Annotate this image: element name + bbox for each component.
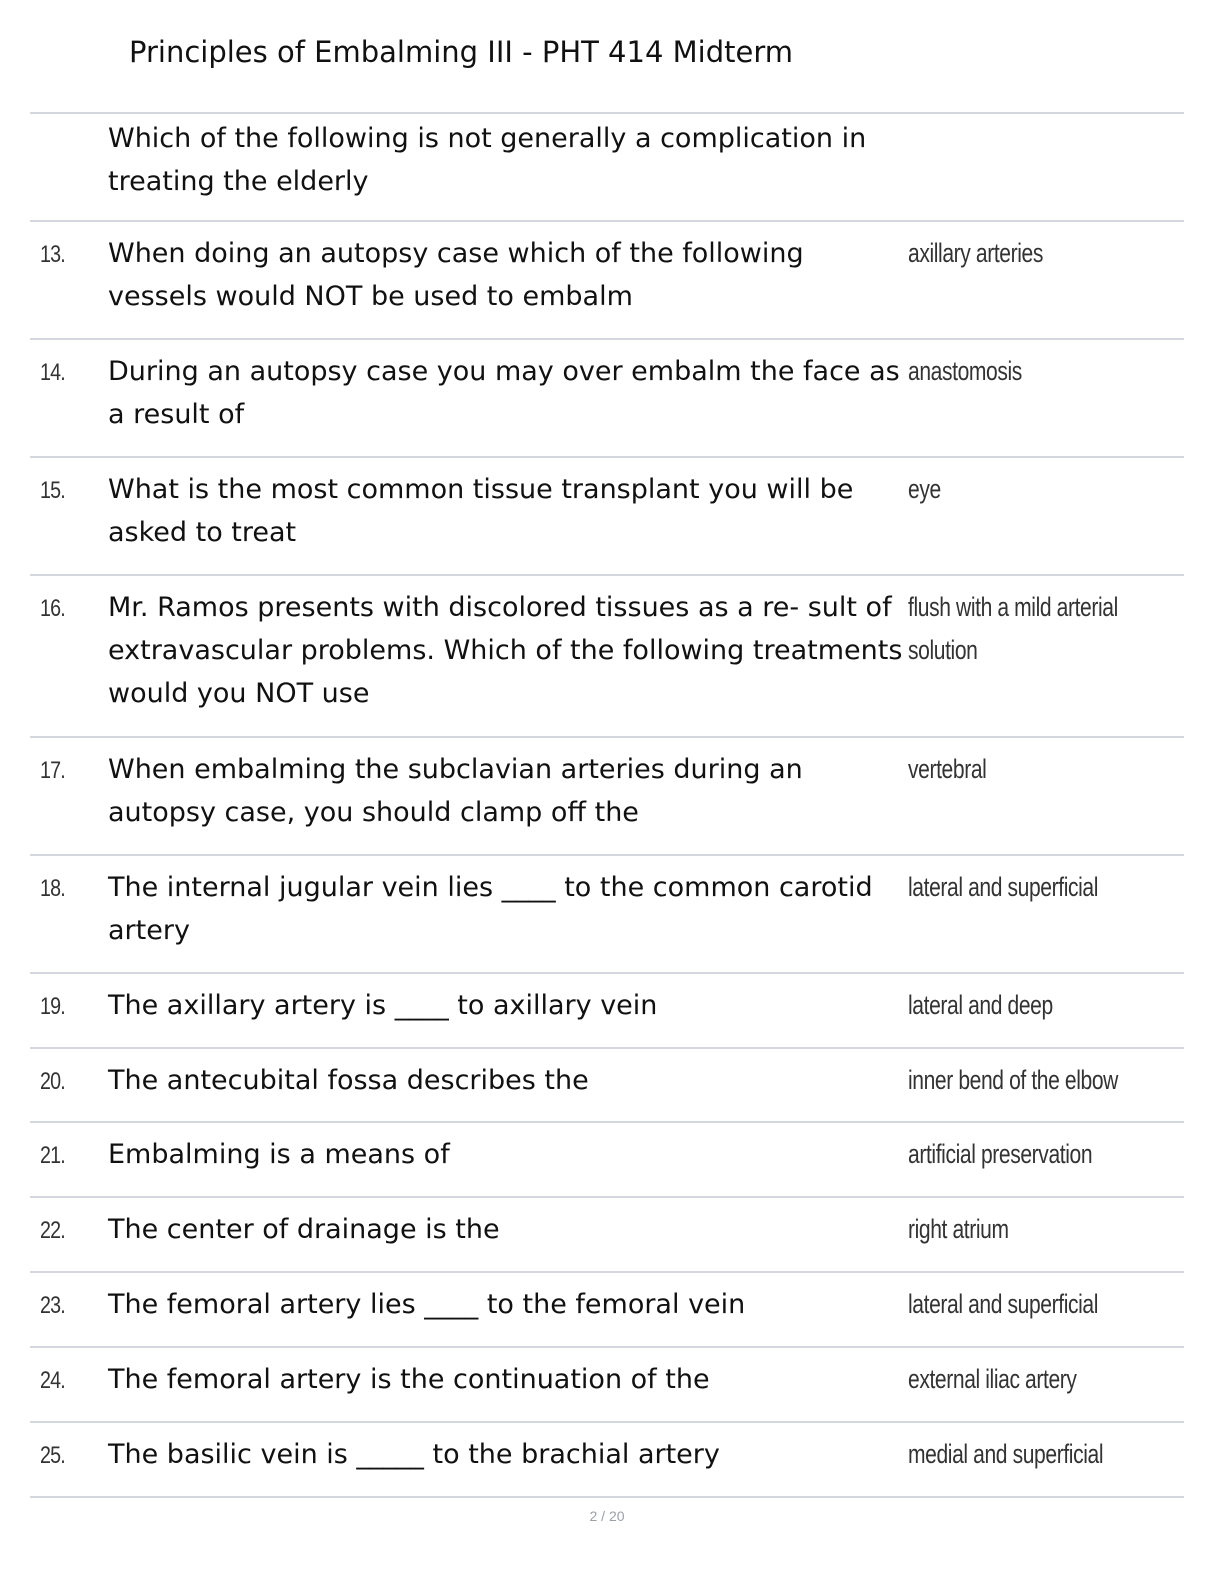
row-answer: medial and superficial	[908, 1439, 1104, 1469]
table-row	[30, 458, 1184, 576]
row-question: During an autopsy case you may over embalm the face as a result of	[108, 356, 900, 430]
row-question: The axillary artery is ____ to axillary vein	[108, 990, 658, 1021]
table-row	[30, 114, 1184, 222]
table-row	[30, 1049, 1184, 1123]
question-table	[30, 112, 1184, 1498]
table-row	[30, 856, 1184, 974]
row-number: 21.	[40, 1142, 65, 1169]
row-number: 13.	[40, 241, 65, 268]
row-answer: artificial preservation	[908, 1139, 1093, 1169]
table-row	[30, 1348, 1184, 1423]
table-row	[30, 974, 1184, 1049]
row-answer: lateral and deep	[908, 990, 1053, 1020]
row-answer: external iliac artery	[908, 1364, 1077, 1394]
table-row	[30, 738, 1184, 856]
row-answer: axillary arteries	[908, 238, 1043, 268]
row-answer: lateral and superficial	[908, 1289, 1099, 1319]
row-number: 20.	[40, 1068, 65, 1095]
row-answer: lateral and superficial	[908, 872, 1099, 902]
row-question: What is the most common tissue transplant you will be asked to treat	[108, 474, 854, 548]
row-answer: inner bend of the elbow	[908, 1065, 1118, 1095]
row-answer: flush with a mild arterial solution	[908, 592, 1118, 665]
row-answer: anastomosis	[908, 356, 1022, 386]
row-question: Mr. Ramos presents with discolored tissues as a re- sult of extravascular problems. Which of the following treatments would you NOT use	[108, 592, 903, 709]
table-row	[30, 1198, 1184, 1273]
table-row	[30, 340, 1184, 458]
row-number: 14.	[40, 359, 65, 386]
row-number: 15.	[40, 477, 65, 504]
table-row	[30, 1423, 1184, 1498]
row-question: The antecubital fossa describes the	[108, 1065, 589, 1096]
row-number: 23.	[40, 1292, 65, 1319]
table-row	[30, 576, 1184, 738]
row-answer: eye	[908, 474, 941, 504]
page-indicator: 2 / 20	[589, 1508, 625, 1524]
row-question: When doing an autopsy case which of the following vessels would NOT be used to embalm	[108, 238, 804, 312]
table-row	[30, 222, 1184, 340]
row-question: Embalming is a means of	[108, 1139, 450, 1170]
row-question: The femoral artery is the continuation of the	[108, 1364, 710, 1395]
row-number: 19.	[40, 993, 65, 1020]
row-number: 24.	[40, 1367, 65, 1394]
table-row	[30, 1123, 1184, 1198]
row-question: Which of the following is not generally a complication in treating the elderly	[108, 123, 867, 197]
row-number: 16.	[40, 595, 65, 622]
row-question: The femoral artery lies ____ to the femoral vein	[108, 1289, 746, 1320]
document-title: Principles of Embalming III - PHT 414 Midterm	[129, 35, 793, 69]
row-number: 22.	[40, 1217, 65, 1244]
row-question: The basilic vein is _____ to the brachial artery	[108, 1439, 720, 1470]
row-number: 25.	[40, 1442, 65, 1469]
row-question: The center of drainage is the	[108, 1214, 500, 1245]
row-question: The internal jugular vein lies ____ to the common carotid artery	[108, 872, 873, 946]
table-row	[30, 1273, 1184, 1348]
row-question: When embalming the subclavian arteries during an autopsy case, you should clamp off the	[108, 754, 803, 828]
row-number: 17.	[40, 757, 65, 784]
row-answer: right atrium	[908, 1214, 1009, 1244]
row-answer: vertebral	[908, 754, 987, 784]
row-number: 18.	[40, 875, 65, 902]
